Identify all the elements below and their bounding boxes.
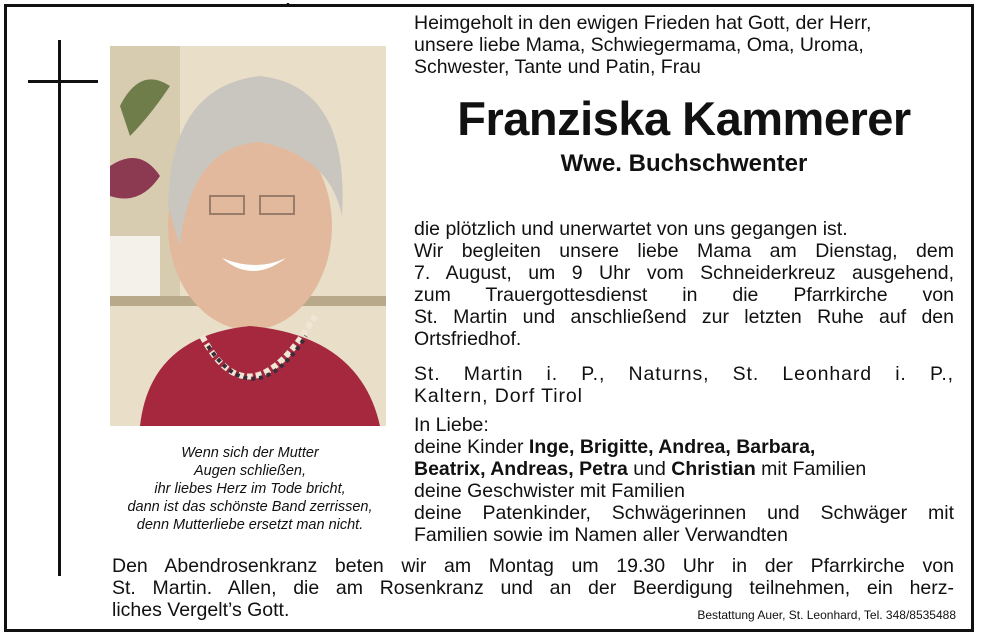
and-word: und	[627, 458, 672, 480]
poem-line: ihr liebes Herz im Tode bricht,	[154, 481, 346, 497]
children-names: Beatrix, Andreas, Petra	[414, 458, 628, 480]
cross-icon-bar	[28, 80, 98, 83]
poem-line: dann ist das schönste Band zerrissen,	[127, 499, 373, 515]
intro-text	[414, 12, 954, 78]
places-line: Kaltern, Dorf Tirol	[414, 385, 583, 407]
body-line: die plötzlich und unerwartet von uns gegangen ist.	[414, 218, 848, 240]
children-line	[414, 458, 954, 480]
funeral-text	[414, 218, 954, 350]
rosary-line: St. Martin. Allen, die am Rosenkranz und an der Beerdigung teilnehmen, ein herz-	[112, 577, 954, 599]
places-line: St. Martin i. P., Naturns, St. Leonhard i. P.,	[414, 363, 954, 385]
body-line: St. Martin und anschließend zur letzten Ruhe auf den	[414, 306, 954, 328]
body-line: Wir begleiten unsere liebe Mama am Dienstag, dem	[414, 240, 954, 262]
rosary-line: liches Vergelt’s Gott.	[112, 599, 290, 621]
body-line: 7. August, um 9 Uhr vom Schneiderkreuz ausgehend,	[414, 262, 954, 284]
deceased-name: Franziska Kammerer	[457, 92, 911, 145]
siblings-line: deine Geschwister mit Familien	[414, 480, 685, 502]
poem-line: Augen schließen,	[193, 463, 307, 479]
children-names: Inge, Brigitte, Andrea, Barbara,	[528, 436, 816, 458]
body-line: zum Trauergottesdienst in die Pfarrkirche von	[414, 284, 954, 306]
places-text	[414, 363, 954, 407]
last-child-name: Christian	[671, 458, 756, 480]
intro-line: Schwester, Tante und Patin, Frau	[414, 56, 701, 78]
intro-line: Heimgeholt in den ewigen Frieden hat Gott, der Herr,	[414, 12, 872, 34]
portrait-photo	[110, 46, 386, 426]
family-heading: In Liebe:	[414, 414, 489, 436]
children-prefix: deine Kinder	[414, 436, 529, 458]
memorial-poem	[104, 444, 396, 534]
children-suffix: mit Familien	[755, 458, 867, 480]
family-text	[414, 414, 954, 546]
body-line: Ortsfriedhof.	[414, 328, 522, 350]
cross-icon	[58, 40, 61, 576]
funeral-home-credit: Bestattung Auer, St. Leonhard, Tel. 348/8535488	[697, 608, 956, 622]
poem-line: denn Mutterliebe ersetzt man nicht.	[136, 517, 364, 533]
rosary-line: Den Abendrosenkranz beten wir am Montag um 19.30 Uhr in der Pfarrkirche von	[112, 555, 954, 577]
children-line	[414, 436, 954, 458]
widow-name: Wwe. Buchschwenter	[560, 150, 808, 177]
intro-line: unsere liebe Mama, Schwiegermama, Oma, Uroma,	[414, 34, 864, 56]
godchildren-line: Familien sowie im Namen aller Verwandten	[414, 524, 788, 546]
godchildren-line: deine Patenkinder, Schwägerinnen und Schwäger mit	[414, 502, 954, 524]
poem-line: Wenn sich der Mutter	[181, 445, 319, 461]
